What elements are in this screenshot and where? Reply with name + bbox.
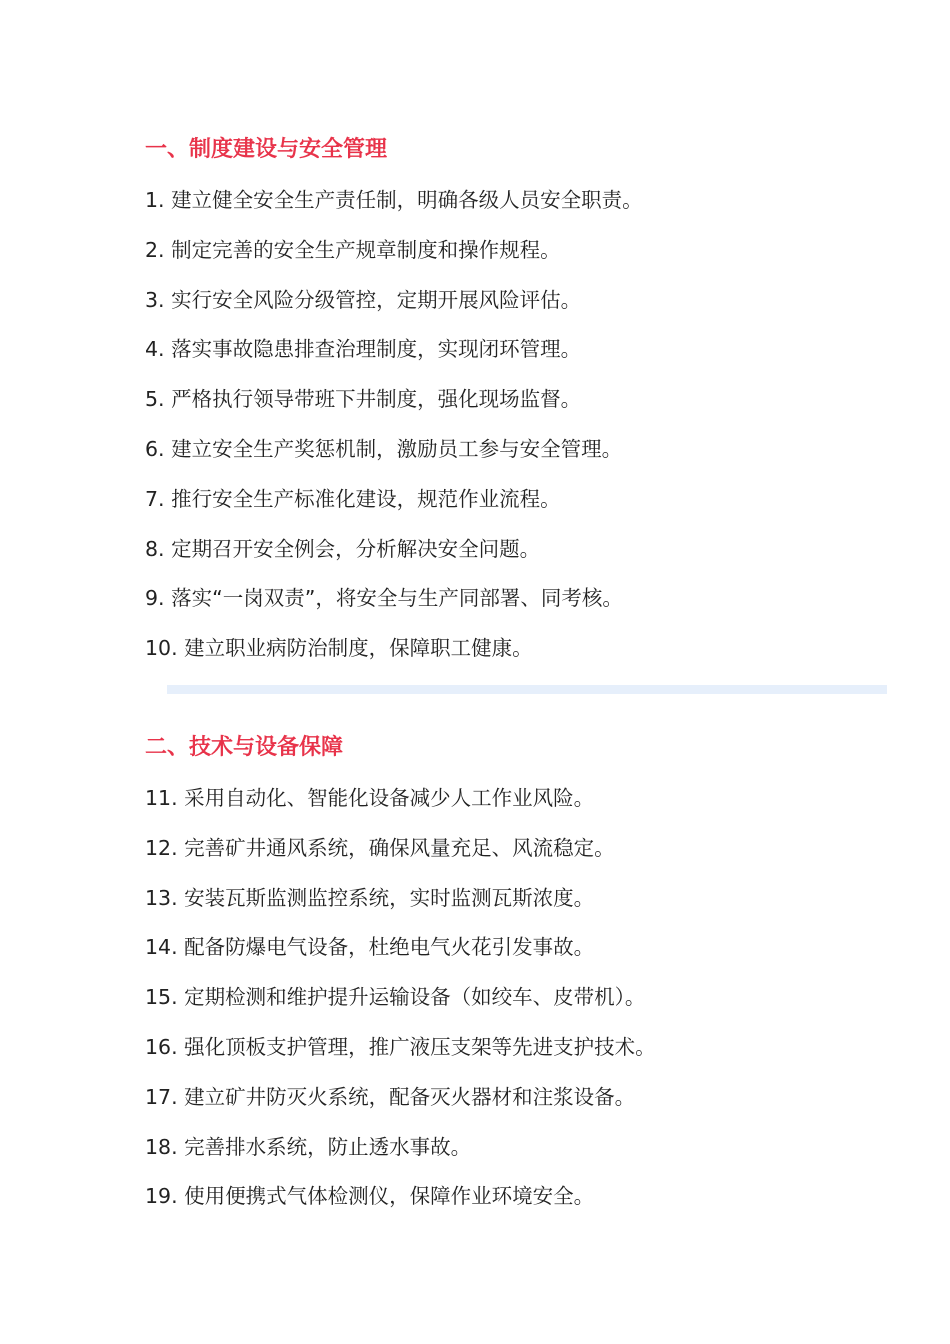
list-item: 17. 建立矿井防灭火系统，配备灭火器材和注浆设备。 <box>145 1084 636 1109</box>
equipment-measures-list <box>145 783 656 1231</box>
list-item: 19. 使用便携式气体检测仪，保障作业环境安全。 <box>145 1184 595 1209</box>
list-item: 11. 采用自动化、智能化设备减少人工作业风险。 <box>145 786 595 810</box>
list-item: 8. 定期召开安全例会，分析解决安全问题。 <box>145 536 541 561</box>
list-item: 9. 落实“一岗双责”，将安全与生产同部署、同考核。 <box>145 586 623 611</box>
list-item: 4. 落实事故隐患排查治理制度，实现闭环管理。 <box>145 337 582 362</box>
list-item: 6. 建立安全生产奖惩机制，激励员工参与安全管理。 <box>145 436 623 461</box>
section-title-equipment: 二、技术与设备保障 <box>145 735 344 760</box>
management-measures-list <box>145 185 643 683</box>
list-item: 2. 制定完善的安全生产规章制度和操作规程。 <box>145 237 561 262</box>
list-item: 16. 强化顶板支护管理，推广液压支架等先进支护技术。 <box>145 1034 656 1059</box>
list-item: 12. 完善矿井通风系统，确保风量充足、风流稳定。 <box>145 835 615 860</box>
list-item: 7. 推行安全生产标准化建设，规范作业流程。 <box>145 486 561 511</box>
list-item: 10. 建立职业病防治制度，保障职工健康。 <box>145 636 533 661</box>
list-item: 13. 安装瓦斯监测监控系统，实时监测瓦斯浓度。 <box>145 885 595 910</box>
list-item: 15. 定期检测和维护提升运输设备（如绞车、皮带机）。 <box>145 985 646 1010</box>
list-item: 1. 建立健全安全生产责任制，明确各级人员安全职责。 <box>145 188 643 212</box>
list-item: 14. 配备防爆电气设备，杜绝电气火花引发事故。 <box>145 935 595 960</box>
section-divider <box>167 685 887 694</box>
list-item: 5. 严格执行领导带班下井制度，强化现场监督。 <box>145 387 582 412</box>
list-item: 18. 完善排水系统，防止透水事故。 <box>145 1134 472 1159</box>
list-item: 3. 实行安全风险分级管控，定期开展风险评估。 <box>145 287 582 312</box>
section-title-management: 一、制度建设与安全管理 <box>145 137 388 162</box>
